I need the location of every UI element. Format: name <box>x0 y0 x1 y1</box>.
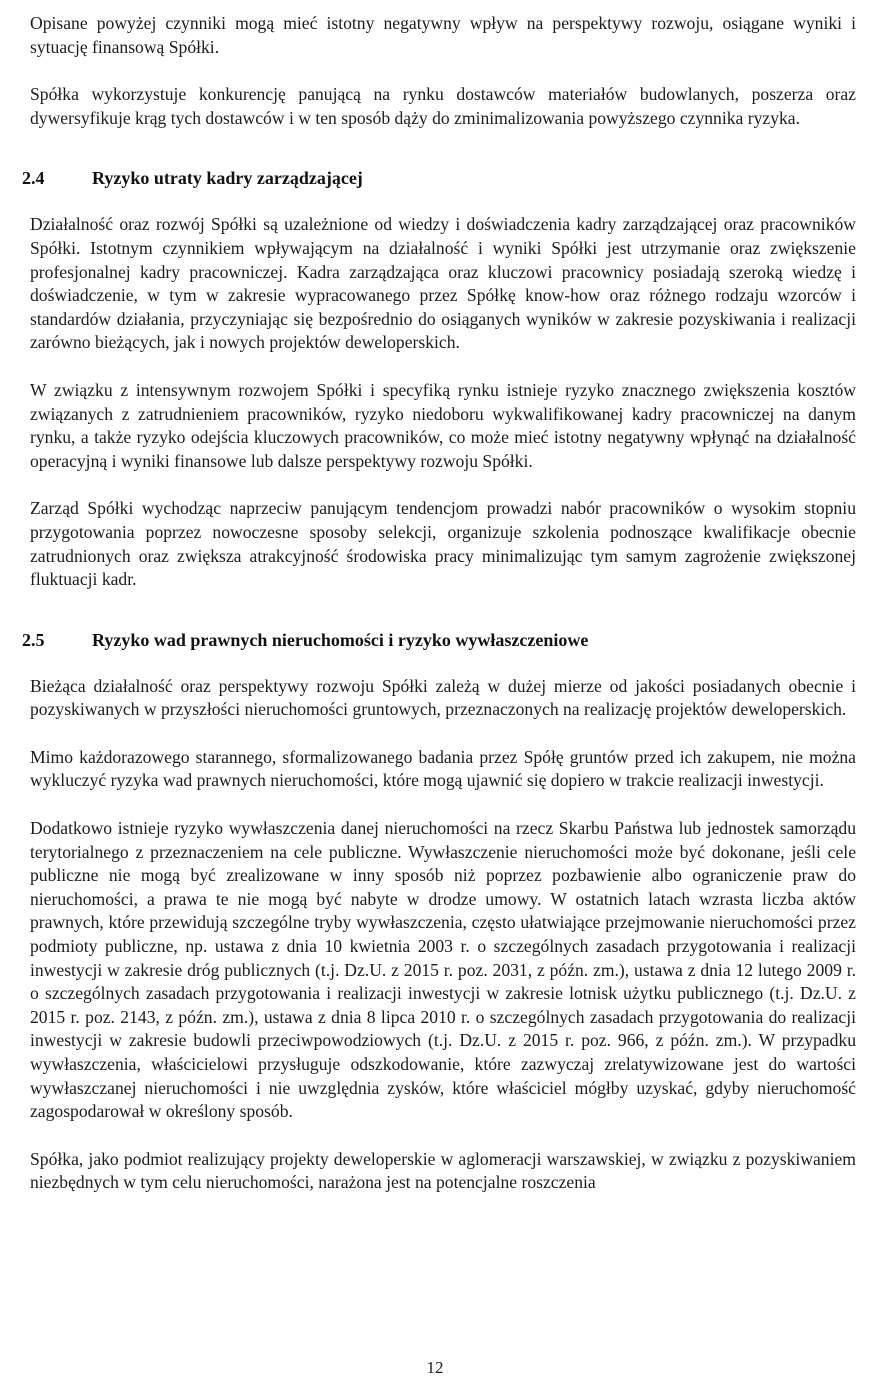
page-number: 12 <box>426 1358 444 1377</box>
paragraph-staff-cost-risk: W związku z intensywnym rozwojem Spółki i specyfiką rynku istnieje ryzyko znacznego zwiększenia kosztów związanych z zatrudnieniem pracowników, ryzyko niedoboru wykwalifikowanej kadry pracowniczej na danym rynku, a także ryzyko odejścia kluczowych pracowników, co może mieć istotny negatywny wpłynąć na działalność operacyjną i wyniki finansowe lub dalsze perspektywy rozwoju Spółki. <box>30 379 856 471</box>
section-heading-2-4 <box>22 166 856 190</box>
section-number: 2.5 <box>22 629 45 650</box>
paragraph-property-quality: Bieżąca działalność oraz perspektywy rozwoju Spółki zależą w dużej mierze od jakości posiadanych obecnie i pozyskiwanych w przyszłości nieruchomości gruntowych, przeznaczonych na realizację projektów deweloperskich. <box>30 675 856 720</box>
paragraph-warsaw-claims: Spółka, jako podmiot realizujący projekty deweloperskie w aglomeracji warszawskiej, w związku z pozyskiwaniem niezbędnych w tym celu nieruchomości, narażona jest na potencjalne roszczenia <box>30 1148 856 1193</box>
paragraph-impact-summary: Opisane powyżej czynniki mogą mieć istotny negatywny wpływ na perspektywy rozwoju, osiągane wyniki i sytuację finansową Spółki. <box>30 13 856 57</box>
paragraph-management-dependency: Działalność oraz rozwój Spółki są uzależnione od wiedzy i doświadczenia kadry zarządzającej oraz pracowników Spółki. Istotnym czynnikiem wpływającym na działalność i wyniki Spółki jest utrzymanie oraz zwiększenie profesjonalnej kadry pracowniczej. Kadra zarządzająca oraz kluczowi pracownicy posiadają szeroką wiedzę i doświadczenie, w tym w zakresie wypracowanego przez Spółkę know-how oraz różnego rodzaju wzorców i standardów działania, przyczyniając się bezpośrednio do osiąganych wyników w zakresie pozyskiwania i realizacji zarówno bieżących, jak i nowych projektów deweloperskich. <box>30 214 856 353</box>
section-title: Ryzyko wad prawnych nieruchomości i ryzyko wywłaszczeniowe <box>92 629 589 650</box>
paragraph-legal-defects: Mimo każdorazowego starannego, sformalizowanego badania przez Spółę gruntów przed ich zakupem, nie można wykluczyć ryzyka wad prawnych nieruchomości, które mogą ujawnić się dopiero w trakcie realizacji inwestycji. <box>30 746 856 791</box>
paragraph-suppliers-mitigation: Spółka wykorzystuje konkurencję panującą na rynku dostawców materiałów budowlanych, poszerza oraz dywersyfikuje krąg tych dostawców i w ten sposób dąży do zminimalizowania powyższego czynnika ryzyka. <box>30 84 856 128</box>
paragraph-expropriation-risk: Dodatkowo istnieje ryzyko wywłaszczenia danej nieruchomości na rzecz Skarbu Państwa lub jednostek samorządu terytorialnego z przeznaczeniem na cele publiczne. Wywłaszczenie nieruchomości może być dokonane, jeśli cele publiczne nie mogą być zrealizowane w inny sposób niż poprzez pozbawienie albo ograniczenie praw do nieruchomości, a prawa te nie mogą być nabyte w drodze umowy. W ostatnich latach wzrasta liczba aktów prawnych, które przewidują szczególne tryby wywłaszczenia, często ułatwiające przejmowanie nieruchomości przez podmioty publiczne, np. ustawa z dnia 10 kwietnia 2003 r. o szczególnych zasadach przygotowania i realizacji inwestycji w zakresie dróg publicznych (t.j. Dz.U. z 2015 r. poz. 2031, z późn. zm.), ustawa z dnia 12 lutego 2009 r. o szczególnych zasadach przygotowania i realizacji inwestycji w zakresie lotnisk użytku publicznego (t.j. Dz.U. z 2015 r. poz. 2143, z późn. zm.), ustawa z dnia 8 lipca 2010 r. o szczególnych zasadach przygotowania do realizacji inwestycji w zakresie budowli przeciwpowodziowych (t.j. Dz.U. z 2015 r. poz. 966, z późn. zm.). W przypadku wywłaszczenia, właścicielowi przysługuje odszkodowanie, które zazwyczaj zrelatywizowane jest do wartości wywłaszczanej nieruchomości i nie uwzględnia zysków, które właściciel mógłby uzyskać, gdyby nieruchomość zagospodarował w określony sposób. <box>30 818 856 1122</box>
document-page <box>22 10 856 1195</box>
section-heading-2-5 <box>22 628 856 652</box>
section-number: 2.4 <box>22 168 45 189</box>
paragraph-board-recruitment: Zarząd Spółki wychodząc naprzeciw panującym tendencjom prowadzi nabór pracowników o wysokim stopniu przygotowania poprzez nowoczesne sposoby selekcji, organizuje szkolenia podnoszące kwalifikacje obecnie zatrudnionych oraz zwiększa atrakcyjność środowiska pracy minimalizując tym samym zagrożenie zwiększonej fluktuacji kadr. <box>30 498 856 590</box>
section-title: Ryzyko utraty kadry zarządzającej <box>92 168 363 189</box>
